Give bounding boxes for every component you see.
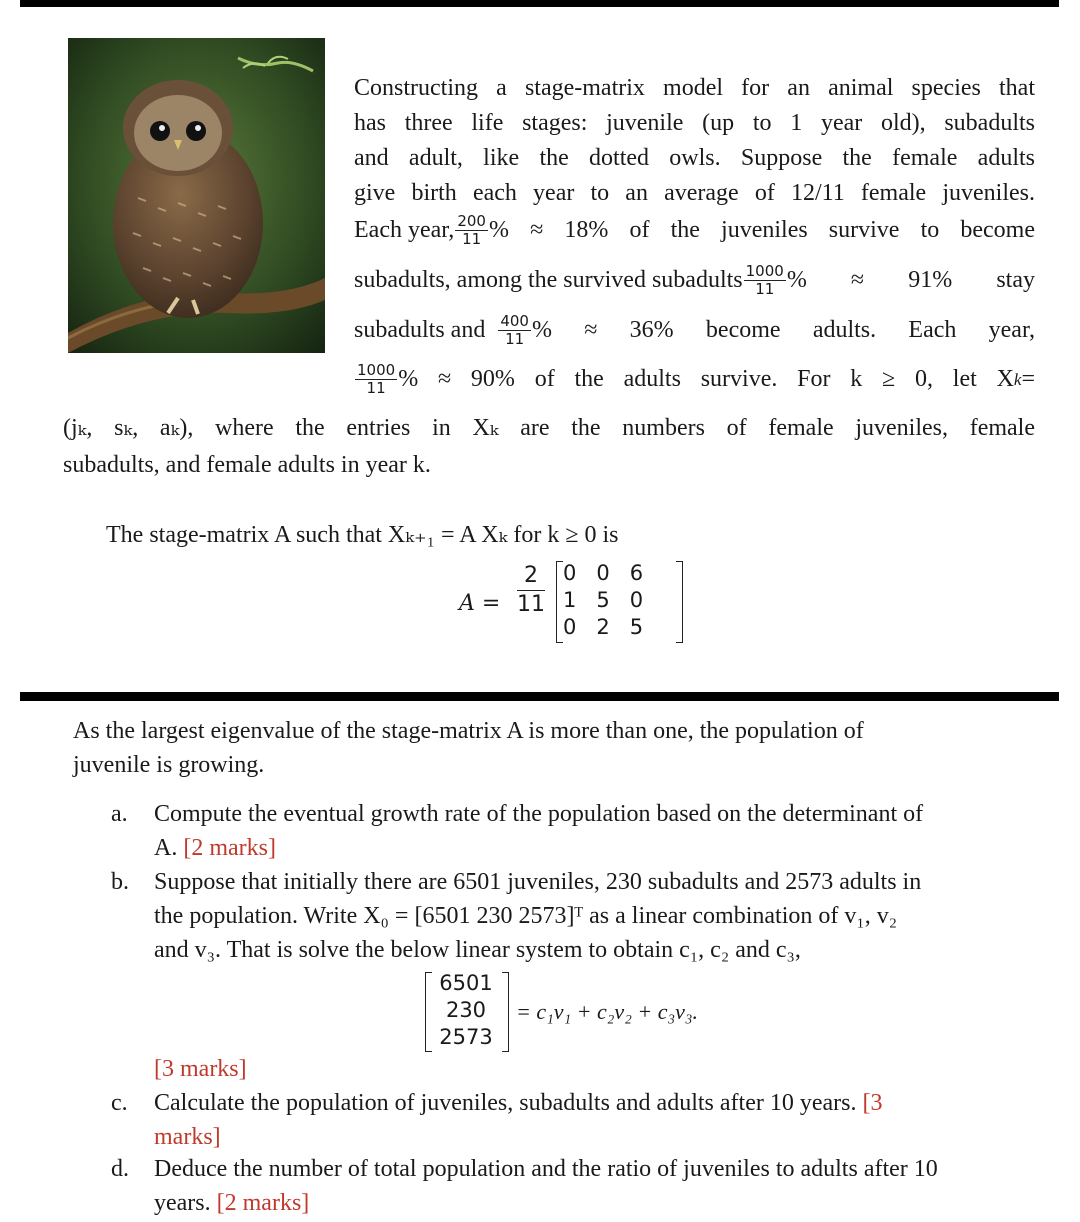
intro-line-7b: % ≈ 36% become adults. Each year,	[531, 317, 1035, 343]
frac-num: 1000	[357, 361, 396, 379]
vector-entry: 6501	[439, 971, 493, 995]
intro-line-9: (jₖ, sₖ, aₖ), where the entries in Xₖ are the numbers of female juveniles, female	[63, 415, 1035, 441]
matrix-A	[553, 559, 653, 640]
intro-line-8-sub: k	[1013, 370, 1022, 389]
question-a-line-1: Compute the eventual growth rate of the population based on the determinant of	[154, 801, 924, 827]
scale-den: 11	[517, 592, 545, 617]
owl-photo	[68, 38, 325, 353]
question-d-marks: [2 marks]	[216, 1190, 310, 1216]
matrix-cell: 5	[596, 587, 610, 612]
matrix-cell: 6	[629, 560, 644, 585]
vector-equation-rhs: = c₁v₁ + c₂v₂ + c₃v₃.	[516, 999, 699, 1024]
frac-den: 11	[366, 379, 386, 397]
section2-line-2: juvenile is growing.	[73, 752, 265, 778]
question-a-line-2	[154, 831, 1034, 865]
question-c-line-1	[154, 1086, 1034, 1120]
question-b-line-3: and v₃. That is solve the below linear system to obtain c₁, c₂ and c₃,	[154, 937, 801, 963]
matrix-cell: 1	[563, 587, 577, 612]
matrix-row	[553, 586, 653, 613]
frac-num: 200	[457, 212, 486, 230]
intro-line-5a: Each year,	[354, 217, 455, 243]
question-a	[111, 797, 1034, 865]
intro-line-8a: % ≈ 90% of the adults survive. For k ≥ 0, let X	[398, 366, 1014, 392]
matrix-statement: The stage-matrix A such that Xₖ₊₁ = A Xₖ for k ≥ 0 is	[106, 522, 619, 548]
matrix-lhs: A =	[459, 591, 501, 616]
fraction-1000-11-a	[744, 263, 786, 298]
matrix-cell: 5	[629, 614, 644, 639]
intro-line-4: give birth each year to an average of 12/11 female juveniles.	[354, 180, 1035, 206]
question-d	[111, 1152, 1034, 1220]
intro-line-8b: =	[1021, 366, 1035, 392]
fraction-1000-11-b	[355, 362, 397, 397]
question-b-label: b.	[111, 869, 129, 895]
matrix-cell: 0	[563, 560, 577, 585]
intro-line-6b: % ≈ 91% stay	[786, 267, 1035, 293]
intro-line-2: has three life stages: juvenile (up to 1 year old), subadults	[354, 110, 1035, 136]
matrix-cell: 2	[596, 614, 610, 639]
frac-num: 400	[500, 312, 529, 330]
question-b-marks: [3 marks]	[154, 1056, 247, 1082]
fraction-400-11	[498, 313, 531, 348]
frac-den: 11	[462, 230, 482, 248]
intro-line-3: and adult, like the dotted owls. Suppose the female adults	[354, 145, 1035, 171]
question-c-marks-2: marks]	[154, 1124, 221, 1150]
matrix-cell: 0	[563, 614, 577, 639]
intro-line-5b: % ≈ 18% of the juveniles survive to become	[488, 217, 1035, 243]
section-divider	[20, 692, 1059, 701]
intro-line-6a: subadults, among the survived subadults	[354, 267, 743, 293]
frac-den: 11	[755, 280, 775, 298]
intro-line-7a: subadults and	[354, 317, 486, 343]
vector-entry: 2573	[439, 1025, 493, 1049]
matrix-row	[553, 613, 653, 640]
frac-num: 1000	[745, 262, 784, 280]
frac-den: 11	[505, 330, 525, 348]
question-c-marks-1: [3	[862, 1090, 883, 1116]
intro-line-1: Constructing a stage-matrix model for an animal species that	[354, 75, 1035, 101]
fraction-200-11	[455, 213, 488, 248]
question-c	[111, 1086, 1034, 1154]
question-d-text: years.	[154, 1190, 211, 1216]
question-d-line-2	[154, 1186, 1034, 1220]
section2-line-1: As the largest eigenvalue of the stage-matrix A is more than one, the population of	[73, 718, 864, 744]
matrix-cell: 0	[629, 587, 644, 612]
question-b-line-2: the population. Write X₀ = [6501 230 2573]ᵀ as a linear combination of v₁, v₂	[154, 903, 898, 929]
intro-line-7	[354, 313, 1035, 348]
question-b	[111, 865, 1034, 967]
vector-bracket-right	[502, 972, 509, 1052]
question-d-label: d.	[111, 1156, 129, 1182]
question-a-marks: [2 marks]	[183, 835, 276, 861]
question-a-label: a.	[111, 801, 128, 827]
matrix-bracket-right	[676, 561, 683, 643]
vector-entry: 230	[445, 998, 487, 1022]
question-c-label: c.	[111, 1090, 128, 1116]
scale-num: 2	[517, 562, 545, 591]
intro-line-8	[354, 362, 1035, 397]
matrix-scale-fraction	[517, 562, 545, 619]
intro-line-6	[354, 263, 1035, 298]
question-a-text: A.	[154, 835, 178, 861]
top-rule	[20, 0, 1059, 7]
question-d-line-1: Deduce the number of total population and the ratio of juveniles to adults after 10	[154, 1156, 938, 1182]
intro-line-5	[354, 213, 1035, 248]
matrix-row	[553, 559, 653, 586]
question-b-line-1: Suppose that initially there are 6501 juveniles, 230 subadults and 2573 adults in	[154, 869, 922, 895]
intro-line-10: subadults, and female adults in year k.	[63, 452, 431, 478]
initial-vector	[430, 970, 502, 1051]
matrix-cell: 0	[596, 560, 610, 585]
question-c-text: Calculate the population of juveniles, subadults and adults after 10 years.	[154, 1090, 857, 1116]
